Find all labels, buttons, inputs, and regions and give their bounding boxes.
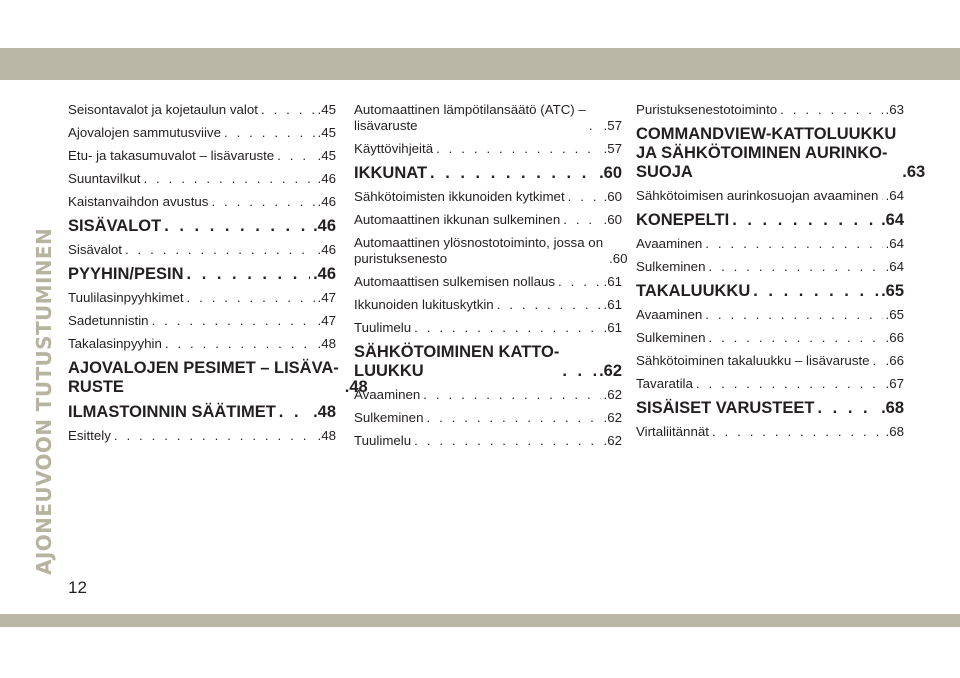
dot-leader <box>165 336 315 352</box>
toc-page-number: .48 <box>344 378 368 396</box>
toc-section-heading[interactable] <box>354 164 622 183</box>
toc-entry[interactable] <box>636 330 904 346</box>
toc-entry-title <box>636 236 702 252</box>
toc-entry-title <box>68 313 149 329</box>
dot-leader <box>414 320 600 336</box>
toc-entry-title <box>68 148 274 164</box>
toc-entry-title-line: Seisontavalot ja kojetaulun valot <box>68 102 258 117</box>
dot-leader <box>558 274 600 290</box>
toc-page-number: .57 <box>603 118 622 133</box>
toc-section-heading[interactable] <box>68 265 336 284</box>
dot-leader <box>708 259 882 275</box>
toc-entry-title-line: Automaattisen sulkemisen nollaus <box>354 274 556 289</box>
toc-entry-title-line: SISÄISET VARUSTEET <box>636 399 815 417</box>
toc-entry[interactable] <box>354 212 622 228</box>
toc-section-heading[interactable] <box>636 211 904 230</box>
dot-leader <box>426 410 600 426</box>
toc-page-number: .48 <box>317 336 336 351</box>
toc-page-number: .47 <box>317 290 336 305</box>
side-title-text: AJONEUVOON TUTUSTUMINEN <box>32 227 56 575</box>
toc-entry-title <box>68 359 339 397</box>
toc-page-number: .46 <box>317 171 336 186</box>
toc-section-heading[interactable] <box>636 125 926 182</box>
toc-entry-title <box>636 376 693 392</box>
toc-page-number: .62 <box>603 387 622 402</box>
toc-entry-title <box>636 259 705 275</box>
toc-section-heading[interactable] <box>636 399 904 418</box>
toc-entry[interactable] <box>636 259 904 275</box>
toc-entry[interactable] <box>354 410 622 426</box>
dot-leader <box>187 265 311 284</box>
toc-entry-title <box>68 171 140 187</box>
dot-leader <box>563 212 600 228</box>
toc-entry[interactable] <box>636 236 904 252</box>
toc-page-number: .62 <box>599 362 622 380</box>
toc-entry[interactable] <box>68 148 336 164</box>
toc-entry-title <box>636 424 709 440</box>
dot-leader <box>125 242 315 258</box>
toc-entry-title-line: Automaattinen ylösnostotoiminto, jossa on <box>354 235 604 250</box>
page-number: 12 <box>68 578 87 597</box>
dot-leader <box>817 399 878 418</box>
toc-page-number: .46 <box>317 242 336 257</box>
toc-entry-title-line: Avaaminen <box>636 307 703 322</box>
dot-leader <box>187 290 315 306</box>
toc-page-number: .61 <box>603 297 622 312</box>
toc-entry-title <box>68 336 162 352</box>
dot-leader <box>562 362 596 381</box>
toc-entry[interactable] <box>354 235 628 267</box>
toc-entry-title-line: COMMANDVIEW-KATTOLUUKKU <box>636 125 897 143</box>
toc-entry-title-line: AJOVALOJEN PESIMET – LISÄVA- <box>68 359 339 377</box>
side-chapter-title <box>22 105 62 575</box>
toc-entry[interactable] <box>68 290 336 306</box>
toc-entry[interactable] <box>68 428 336 444</box>
toc-entry[interactable] <box>354 433 622 449</box>
toc-entry[interactable] <box>354 387 622 403</box>
toc-entry-title-line: Virtaliitännät <box>636 424 709 439</box>
dot-leader <box>279 403 310 422</box>
dot-leader <box>708 330 882 346</box>
toc-entry-title-line: Sulkeminen <box>636 330 706 345</box>
toc-entry-title <box>636 125 896 182</box>
toc-entry-title <box>636 399 814 418</box>
toc-page-number: .66 <box>885 330 904 345</box>
toc-entry-title-line: Tuulimelu <box>354 320 412 335</box>
dot-leader <box>732 211 878 230</box>
toc-page-number: .45 <box>317 102 336 117</box>
toc-page-number: .62 <box>603 410 622 425</box>
dot-leader <box>164 217 310 236</box>
toc-column-1 <box>68 102 368 451</box>
toc-entry-title-line: Automaattinen ikkunan sulkeminen <box>354 212 561 227</box>
toc-entry[interactable] <box>354 297 622 313</box>
toc-entry-title-line: Tuulilasinpyyhkimet <box>68 290 184 305</box>
toc-entry-title-line: Sadetunnistin <box>68 313 149 328</box>
dot-leader <box>753 282 878 301</box>
toc-section-heading[interactable] <box>636 282 904 301</box>
toc-entry-title-line: PYYHIN/PESIN <box>68 265 184 283</box>
toc-entry[interactable] <box>68 336 336 352</box>
top-band <box>0 48 960 80</box>
toc-page-number: .63 <box>885 102 904 117</box>
toc-entry-title <box>354 433 411 449</box>
toc-section-heading[interactable] <box>68 403 336 422</box>
toc-entry-title-line: Sulkeminen <box>354 410 424 425</box>
dot-leader <box>277 148 314 164</box>
toc-entry-title-line: Takalasinpyyhin <box>68 336 162 351</box>
toc-entry-title-line: KONEPELTI <box>636 211 730 229</box>
toc-entry[interactable] <box>354 189 622 205</box>
toc-entry-title <box>354 410 423 426</box>
toc-entry-title <box>636 188 878 204</box>
toc-entry-title <box>354 387 420 403</box>
toc-page-number: .60 <box>609 251 628 266</box>
toc-entry-title <box>68 265 184 284</box>
toc-page-number: .60 <box>603 189 622 204</box>
toc-entry-title <box>636 211 729 230</box>
toc-entry-title <box>354 343 559 381</box>
dot-leader <box>780 102 882 118</box>
toc-page-number: .48 <box>317 428 336 443</box>
toc-entry[interactable] <box>636 307 904 323</box>
toc-section-heading[interactable] <box>354 343 622 381</box>
toc-entry-title-line: Puristuksenestotoiminto <box>636 102 778 117</box>
dot-leader <box>423 387 600 403</box>
toc-section-heading[interactable] <box>68 359 368 397</box>
dot-leader <box>224 125 315 141</box>
toc-entry-title <box>68 403 276 422</box>
toc-page-number: .65 <box>885 307 904 322</box>
dot-leader <box>589 118 601 134</box>
toc-entry[interactable] <box>68 242 336 258</box>
toc-page-number: .64 <box>885 188 904 203</box>
toc-entry-title-line: Kaistanvaihdon avustus <box>68 194 209 209</box>
toc-entry-title-line: JA SÄHKÖTOIMINEN AURINKO- <box>636 144 888 162</box>
toc-page-number: .64 <box>885 236 904 251</box>
toc-entry-title-line: puristuksenesto <box>354 251 448 266</box>
toc-entry[interactable] <box>636 188 904 204</box>
toc-entry-title-line: Esittely <box>68 428 111 443</box>
dot-leader <box>430 164 596 183</box>
dot-leader <box>568 189 601 205</box>
toc-entry-title <box>354 141 433 157</box>
toc-entry-title-line: Suuntavilkut <box>68 171 141 186</box>
toc-page-number: .60 <box>599 164 622 182</box>
toc-entry-title-line: Tuulimelu <box>354 433 412 448</box>
toc-entry-title <box>68 428 111 444</box>
dot-leader <box>881 188 882 204</box>
toc-entry[interactable] <box>354 320 622 336</box>
toc-entry[interactable] <box>636 102 904 118</box>
toc-entry-title <box>68 290 184 306</box>
toc-entry[interactable] <box>68 313 336 329</box>
toc-entry-title-line: Sähkötoimisen aurinkosuojan avaaminen <box>636 188 879 203</box>
toc-entry[interactable] <box>636 424 904 440</box>
toc-entry-title-line: lisävaruste <box>354 118 418 133</box>
toc-entry-title <box>354 102 586 134</box>
toc-page-number: .46 <box>313 265 336 283</box>
toc-entry-title-line: SUOJA <box>636 163 693 181</box>
toc-entry[interactable] <box>68 171 336 187</box>
dot-leader <box>436 141 600 157</box>
dot-leader <box>114 428 315 444</box>
toc-entry-title <box>354 189 565 205</box>
toc-entry-title <box>68 217 161 236</box>
toc-page-number: .66 <box>885 353 904 368</box>
toc-entry[interactable] <box>354 141 622 157</box>
toc-entry-title-line: Avaaminen <box>354 387 421 402</box>
toc-entry-title-line: SÄHKÖTOIMINEN KATTO- <box>354 343 560 361</box>
toc-entry-title-line: SISÄVALOT <box>68 217 162 235</box>
toc-page-number: .67 <box>885 376 904 391</box>
toc-entry[interactable] <box>68 125 336 141</box>
toc-entry-title <box>354 297 494 313</box>
side-title-svg <box>22 105 62 575</box>
dot-leader <box>696 376 883 392</box>
toc-page-number: .57 <box>603 141 622 156</box>
toc-entry-title <box>354 274 555 290</box>
toc-page-number: .64 <box>885 259 904 274</box>
toc-entry-title <box>354 212 560 228</box>
toc-entry[interactable] <box>354 102 622 134</box>
dot-leader <box>497 297 601 313</box>
toc-entry-title-line: ILMASTOINNIN SÄÄTIMET <box>68 403 276 421</box>
toc-entry-title-line: RUSTE <box>68 378 124 396</box>
toc-entry-title <box>68 102 258 118</box>
dot-leader <box>705 307 882 323</box>
toc-entry-title <box>636 353 870 369</box>
dot-leader <box>873 353 883 369</box>
toc-entry-title <box>68 242 122 258</box>
toc-entry-title <box>68 194 208 210</box>
toc-page-number: .46 <box>317 194 336 209</box>
toc-entry[interactable] <box>68 194 336 210</box>
toc-page-number: .64 <box>881 211 904 229</box>
toc-entry-title-line: Sähkötoimisten ikkunoiden kytkimet <box>354 189 565 204</box>
toc-section-heading[interactable] <box>68 217 336 236</box>
toc-entry-title-line: Sähkötoiminen takaluukku – lisävaruste <box>636 353 870 368</box>
dot-leader <box>705 236 882 252</box>
toc-page-number: .45 <box>317 125 336 140</box>
toc-entry-title-line: Etu- ja takasumuvalot – lisävaruste <box>68 148 275 163</box>
toc-entry-title <box>636 102 777 118</box>
toc-entry[interactable] <box>636 353 904 369</box>
dot-leader <box>152 313 315 329</box>
dot-leader <box>211 194 314 210</box>
toc-entry-title-line: Automaattinen lämpötilansäätö (ATC) – <box>354 102 586 117</box>
toc-entry[interactable] <box>68 102 336 118</box>
toc-entry-title-line: Ajovalojen sammutusviive <box>68 125 221 140</box>
toc-page-number: .60 <box>603 212 622 227</box>
toc-page-number: .62 <box>603 433 622 448</box>
toc-entry-title <box>636 282 750 301</box>
toc-column-3 <box>636 102 926 447</box>
toc-page-number: .48 <box>313 403 336 421</box>
dot-leader <box>261 102 315 118</box>
toc-entry-title <box>68 125 221 141</box>
toc-column-2 <box>354 102 628 456</box>
toc-entry-title <box>354 164 427 183</box>
toc-page-number: .61 <box>603 320 622 335</box>
toc-page-number: .46 <box>313 217 336 235</box>
toc-page-number: .63 <box>902 163 926 181</box>
bottom-band <box>0 614 960 627</box>
toc-entry-title <box>354 235 603 267</box>
toc-entry-title-line: Sulkeminen <box>636 259 706 274</box>
toc-entry-title-line: Tavaratila <box>636 376 693 391</box>
toc-entry-title <box>354 320 411 336</box>
toc-entry-title-line: LUUKKU <box>354 362 424 380</box>
toc-entry-title-line: IKKUNAT <box>354 164 428 182</box>
toc-entry-title <box>636 330 705 346</box>
toc-page-number: .45 <box>317 148 336 163</box>
toc-entry-title-line: Käyttövihjeitä <box>354 141 434 156</box>
toc-entry-title <box>636 307 702 323</box>
toc-page-number: .65 <box>881 282 904 300</box>
toc-page-number: .68 <box>881 399 904 417</box>
toc-page-number: .61 <box>603 274 622 289</box>
toc-entry[interactable] <box>636 376 904 392</box>
toc-entry-title-line: TAKALUUKKU <box>636 282 751 300</box>
toc-page-number: .47 <box>317 313 336 328</box>
toc-entry-title-line: Ikkunoiden lukituskytkin <box>354 297 494 312</box>
toc-page-number: .68 <box>885 424 904 439</box>
dot-leader <box>712 424 883 440</box>
toc-entry-title-line: Sisävalot <box>68 242 122 257</box>
toc-entry[interactable] <box>354 274 622 290</box>
dot-leader <box>414 433 600 449</box>
dot-leader <box>143 171 314 187</box>
toc-entry-title-line: Avaaminen <box>636 236 703 251</box>
